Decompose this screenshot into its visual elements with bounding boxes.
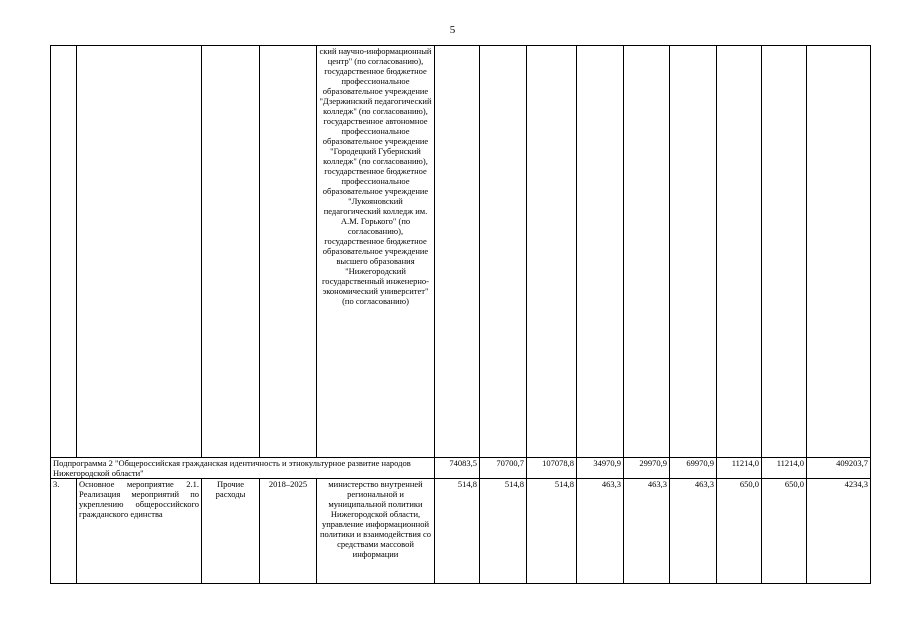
- name-cell: [77, 46, 202, 458]
- value-cell: [762, 46, 807, 458]
- measure-value: 514,8: [435, 479, 480, 584]
- measure-value: 514,8: [480, 479, 527, 584]
- row-number: 3.: [51, 479, 77, 584]
- subprogram-value: 69970,9: [670, 458, 717, 479]
- value-cell: [435, 46, 480, 458]
- period: 2018–2025: [260, 479, 317, 584]
- page-number: 5: [449, 24, 456, 36]
- value-cell: [577, 46, 624, 458]
- expense-category: Прочие расходы: [202, 479, 260, 584]
- subprogram-title: Подпрограмма 2 "Общероссийская гражданская идентичность и этнокультурное развитие народов Нижегородской области": [51, 458, 435, 479]
- value-cell: [480, 46, 527, 458]
- subprogram-row: [51, 458, 871, 479]
- subprogram-value: 29970,9: [624, 458, 670, 479]
- subprogram-value: 34970,9: [577, 458, 624, 479]
- value-cell: [717, 46, 762, 458]
- responsible: министерство внутренней региональной и муниципальной политики Нижегородской области, управление информационной политики и взаимодействия со средствами массовой информации: [317, 479, 435, 584]
- subprogram-value: 74083,5: [435, 458, 480, 479]
- subprogram-value: 11214,0: [717, 458, 762, 479]
- period-cell: [260, 46, 317, 458]
- number-cell: [51, 46, 77, 458]
- continuation-row: [51, 46, 871, 458]
- responsible-continuation-cell: ский научно-информационный центр" (по согласованию), государственное бюджетное профессиональное образовательное учреждение "Дзержинский педагогический колледж" (по согласованию), государственное автономное профессиональное образовательное учреждение "Городецкий Губернский колледж" (по согласованию), государственное бюджетное профессиональное образовательное учреждение "Лукояновский педагогический колледж им. А.М. Горького" (по согласованию), государственное бюджетное образовательное учреждение высшего образования "Нижегородский государственный инженерно-экономический университет" (по согласованию): [317, 46, 435, 458]
- subprogram-value: 409203,7: [807, 458, 871, 479]
- subprogram-value: 107078,8: [527, 458, 577, 479]
- measure-value: 463,3: [624, 479, 670, 584]
- category-cell: [202, 46, 260, 458]
- measure-name: Основное мероприятие 2.1. Реализация мероприятий по укреплению общероссийского гражданского единства: [77, 479, 202, 584]
- measure-value: 463,3: [670, 479, 717, 584]
- value-cell: [807, 46, 871, 458]
- measure-value: 463,3: [577, 479, 624, 584]
- value-cell: [527, 46, 577, 458]
- value-cell: [670, 46, 717, 458]
- measure-value: 4234,3: [807, 479, 871, 584]
- measure-row: [51, 479, 871, 584]
- subprogram-value: 70700,7: [480, 458, 527, 479]
- measure-value: 650,0: [762, 479, 807, 584]
- budget-table: [50, 45, 871, 584]
- measure-value: 514,8: [527, 479, 577, 584]
- measure-value: 650,0: [717, 479, 762, 584]
- subprogram-value: 11214,0: [762, 458, 807, 479]
- value-cell: [624, 46, 670, 458]
